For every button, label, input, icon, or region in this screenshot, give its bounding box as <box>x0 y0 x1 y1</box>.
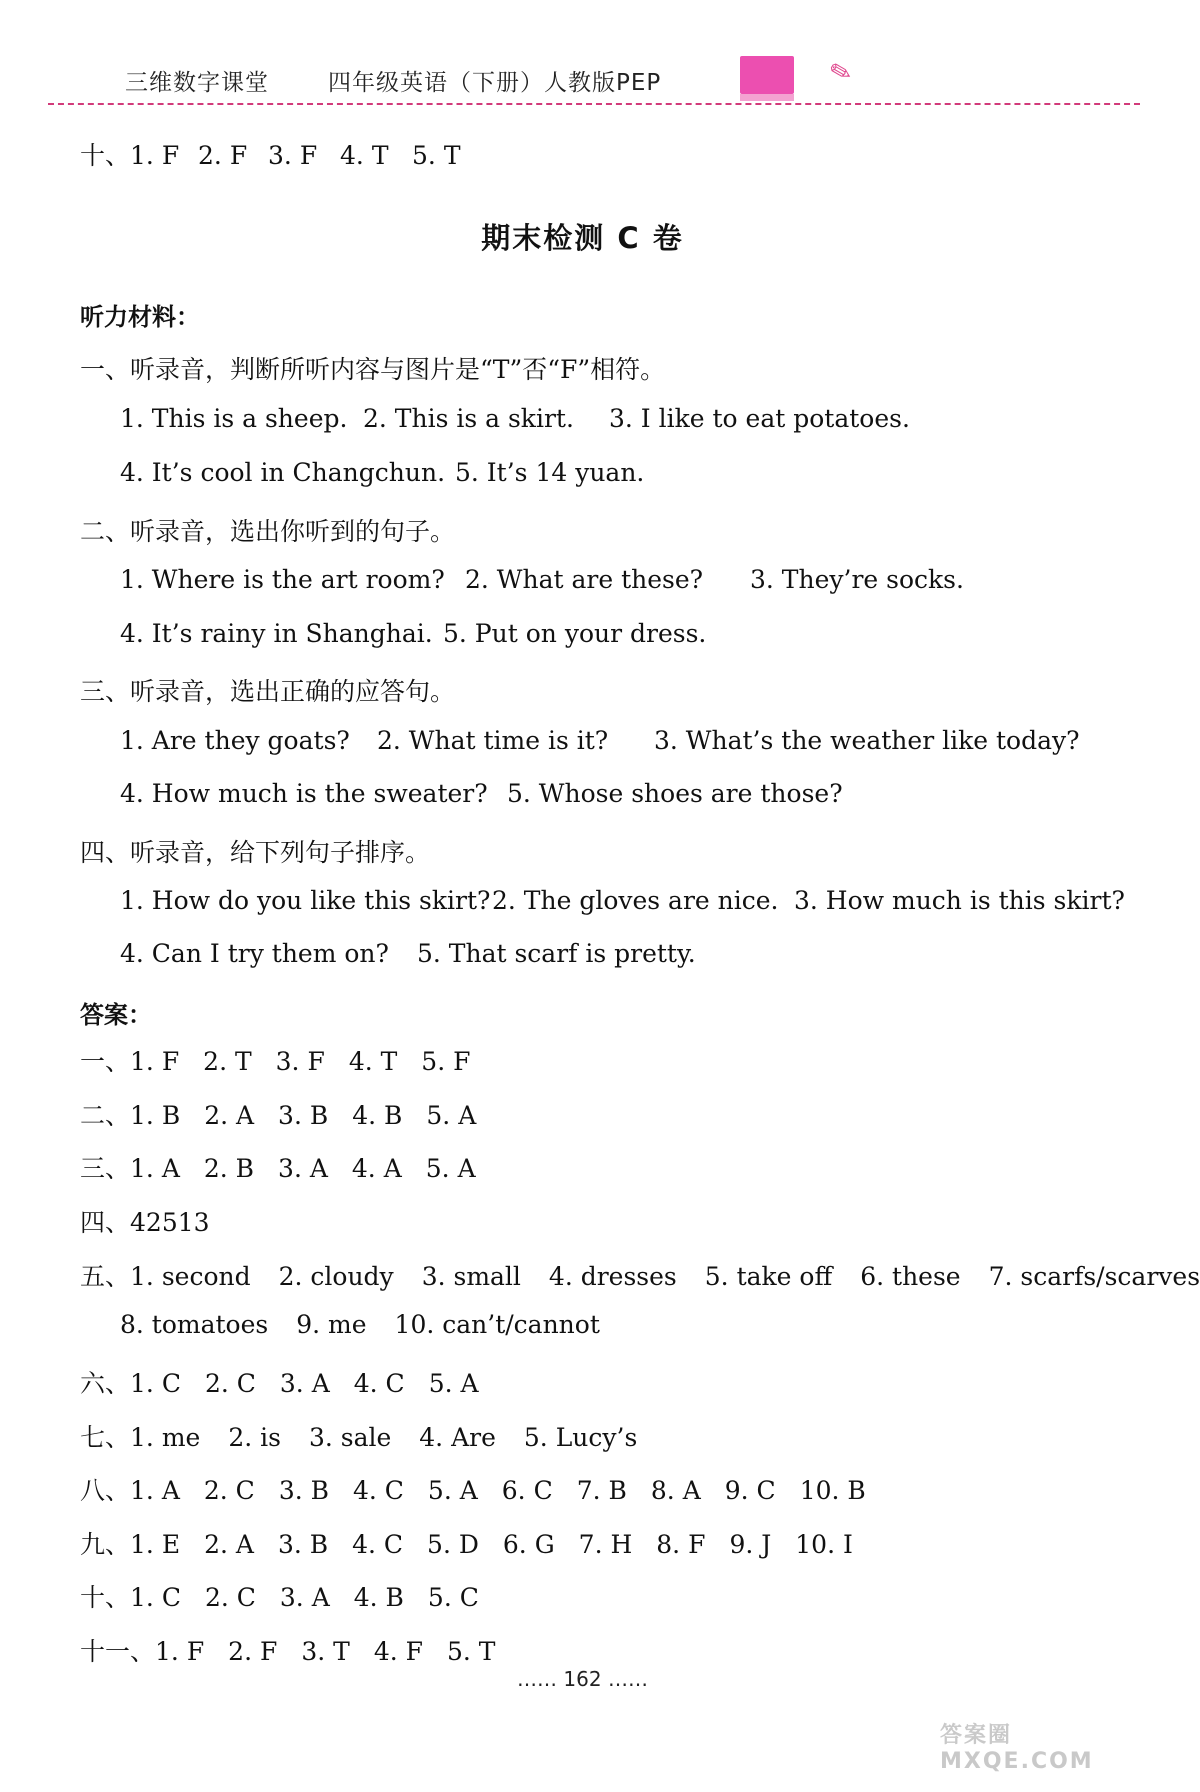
answer-item: 5. T <box>412 141 461 170</box>
answer-item: 2. cloudy <box>278 1262 394 1291</box>
answer-item: 8. A <box>650 1476 701 1505</box>
section-heading: 四、听录音，给下列句子排序。 <box>80 838 431 867</box>
answer-item: 10. B <box>799 1476 866 1505</box>
answer-item: 4. C <box>352 1476 404 1505</box>
sentence-row <box>120 565 964 594</box>
sentence: 4. It’s rainy in Shanghai. <box>120 619 433 648</box>
answer-row-label: 八、 <box>80 1476 131 1505</box>
sentence: 3. I like to eat potatoes. <box>609 404 910 433</box>
answer-item: 2. C <box>203 1476 255 1505</box>
series-name: 三维数字课堂 <box>125 70 269 96</box>
answer-item: 4. F <box>373 1637 423 1666</box>
answer-item: 1. A <box>130 1476 180 1505</box>
answer-item: 1. E <box>130 1530 181 1559</box>
answer-item: 10. I <box>795 1530 853 1559</box>
answer-row-label: 四、 <box>80 1208 131 1237</box>
answer-row <box>80 1042 470 1078</box>
answer-item: 4. C <box>352 1530 404 1559</box>
sentence: 2. What time is it? <box>377 726 609 755</box>
sentence: 5. Whose shoes are those? <box>507 779 843 808</box>
answer-item: 5. A <box>428 1369 479 1398</box>
answer-row-label: 三、 <box>80 1154 131 1183</box>
answer-row <box>80 1096 476 1132</box>
section-heading: 一、听录音，判断所听内容与图片是“T”否“F”相符。 <box>80 355 666 384</box>
answer-item: 4. T <box>348 1047 398 1076</box>
sentence: 4. It’s cool in Changchun. <box>120 458 446 487</box>
answer-item: 1. F <box>155 1637 205 1666</box>
answer-item: 4. C <box>353 1369 405 1398</box>
book-title: 四年级英语（下册）人教版PEP <box>328 70 662 96</box>
header-divider <box>48 103 1140 105</box>
listening-label: 听力材料： <box>80 303 200 331</box>
answer-item: 3. A <box>279 1369 330 1398</box>
answer-item: 4. B <box>353 1583 404 1612</box>
answer-item: 2. F <box>228 1637 278 1666</box>
answer-item: 5. A <box>427 1476 478 1505</box>
answer-row-label: 一、 <box>80 1047 131 1076</box>
sentence-row <box>120 458 644 487</box>
sentence: 1. How do you like this skirt? <box>120 886 491 915</box>
sentence-row <box>120 726 1080 755</box>
answer-item: 5. F <box>421 1047 471 1076</box>
page-header <box>0 0 1165 110</box>
answer-item: 2. F <box>198 141 248 170</box>
answer-item: 2. T <box>203 1047 252 1076</box>
sentence: 1. Are they goats? <box>120 726 350 755</box>
prev-answer-row <box>80 136 461 172</box>
answer-item: 10. can’t/cannot <box>394 1310 600 1339</box>
sentence-row <box>120 939 696 968</box>
answer-item: 3. B <box>278 1476 329 1505</box>
answer-item: 4. A <box>351 1154 402 1183</box>
answer-item: 3. B <box>277 1530 329 1559</box>
answer-item: 5. A <box>426 1101 477 1130</box>
answer-item: 42513 <box>130 1208 210 1237</box>
sentence: 5. Put on your dress. <box>443 619 707 648</box>
answer-row <box>80 1364 479 1400</box>
answer-item: 1. C <box>130 1369 181 1398</box>
sentence: 2. What are these? <box>465 565 704 594</box>
answer-item: 1. B <box>130 1101 181 1130</box>
answer-item: 4. T <box>340 141 389 170</box>
answer-item: 2. is <box>228 1423 281 1452</box>
answer-item: 1. F <box>130 1047 180 1076</box>
answer-item: 9. me <box>296 1310 367 1339</box>
answer-item: 3. small <box>421 1262 521 1291</box>
page-number: 162 <box>563 1667 602 1691</box>
answer-item: 8. F <box>656 1530 706 1559</box>
prev-answer-label: 十、 <box>80 141 131 170</box>
answer-row-label: 六、 <box>80 1369 131 1398</box>
answer-item: 2. A <box>204 1101 255 1130</box>
pink-block-decoration <box>740 56 794 94</box>
answer-row-label: 二、 <box>80 1101 131 1130</box>
answer-row <box>80 1578 479 1614</box>
answer-item: 6. these <box>860 1262 961 1291</box>
watermark: 答案圈 MXQE.COM <box>940 1723 1094 1774</box>
answer-row-label: 九、 <box>80 1530 131 1559</box>
sentence: 4. How much is the sweater? <box>120 779 488 808</box>
answer-row <box>80 1149 476 1185</box>
answer-row <box>80 1203 210 1239</box>
answer-item: 7. B <box>576 1476 627 1505</box>
sentence-row <box>120 779 843 808</box>
page-footer <box>0 1667 1165 1691</box>
answer-item: 4. Are <box>419 1423 496 1452</box>
answer-item: 3. F <box>275 1047 325 1076</box>
exam-title: 期末检测 C 卷 <box>481 221 684 255</box>
answer-item: 5. Lucy’s <box>523 1423 638 1452</box>
answer-item: 1. me <box>130 1423 201 1452</box>
answer-item: 8. tomatoes <box>120 1310 269 1339</box>
answer-item: 9. C <box>724 1476 776 1505</box>
answer-item: 5. C <box>427 1583 479 1612</box>
answer-row <box>80 1525 853 1561</box>
answer-item: 3. sale <box>308 1423 392 1452</box>
answer-item: 2. B <box>203 1154 255 1183</box>
answer-item: 2. C <box>204 1583 256 1612</box>
sentence: 2. The gloves are nice. <box>492 886 779 915</box>
answer-item: 3. B <box>278 1101 329 1130</box>
sentence: 2. This is a skirt. <box>363 404 574 433</box>
answer-item: 5. take off <box>704 1262 833 1291</box>
sentence-row <box>120 619 706 648</box>
answer-item: 6. C <box>501 1476 553 1505</box>
answer-row-label: 十、 <box>80 1583 131 1612</box>
pen-icon: ✎ <box>826 55 856 91</box>
answer-row <box>80 1418 637 1454</box>
answers-label: 答案： <box>80 1001 152 1029</box>
sentence: 4. Can I try them on? <box>120 939 389 968</box>
answer-item: 3. A <box>279 1583 330 1612</box>
answer-item: 6. G <box>502 1530 555 1559</box>
sentence: 3. How much is this skirt? <box>794 886 1125 915</box>
answer-item: 9. J <box>729 1530 772 1559</box>
answer-item: 5. D <box>427 1530 479 1559</box>
footer-dots: …… <box>607 1667 648 1691</box>
sentence: 5. That scarf is pretty. <box>417 939 696 968</box>
answer-item: 1. F <box>130 141 180 170</box>
answer-item: 5. A <box>425 1154 476 1183</box>
answer-item: 4. dresses <box>548 1262 677 1291</box>
sentence-row <box>120 404 910 433</box>
sentence-row <box>120 886 1125 915</box>
answer-item: 3. T <box>301 1637 350 1666</box>
answer-item: 1. C <box>130 1583 181 1612</box>
answer-row-label: 七、 <box>80 1423 131 1452</box>
sentence: 3. What’s the weather like today? <box>654 726 1080 755</box>
answer-item: 1. second <box>130 1262 251 1291</box>
sentence: 5. It’s 14 yuan. <box>455 458 645 487</box>
answer-item: 3. F <box>268 141 318 170</box>
answer-item: 7. scarfs/scarves <box>988 1262 1200 1291</box>
footer-dots: …… <box>517 1667 558 1691</box>
answer-row <box>80 1471 866 1507</box>
answer-row-label: 五、 <box>80 1262 131 1291</box>
sentence: 3. They’re socks. <box>750 565 964 594</box>
answer-item: 2. A <box>204 1530 254 1559</box>
answer-item: 1. A <box>130 1154 180 1183</box>
answer-item: 5. T <box>446 1637 496 1666</box>
answer-row <box>80 1632 495 1668</box>
answer-item: 2. C <box>204 1369 256 1398</box>
answer-item: 4. B <box>352 1101 403 1130</box>
section-heading: 二、听录音，选出你听到的句子。 <box>80 517 456 546</box>
answer-item: 3. A <box>278 1154 328 1183</box>
sentence: 1. Where is the art room? <box>120 565 445 594</box>
section-heading: 三、听录音，选出正确的应答句。 <box>80 677 456 706</box>
sentence: 1. This is a sheep. <box>120 404 348 433</box>
answer-row-label: 十一、 <box>80 1637 156 1666</box>
answer-row <box>80 1257 1200 1293</box>
answer-item: 7. H <box>578 1530 633 1559</box>
answer-row <box>120 1310 600 1339</box>
